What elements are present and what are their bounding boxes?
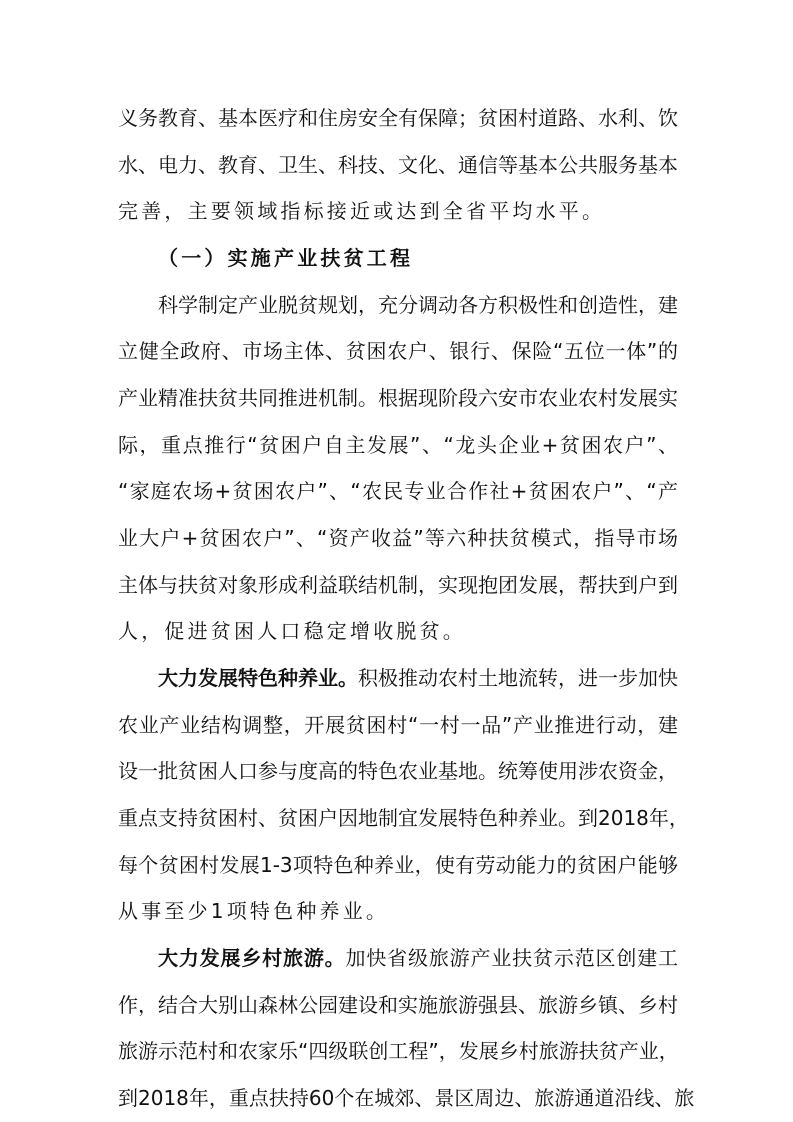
text-run: 作，结合大别山森林公园建设和实施旅游强县、旅游乡镇、乡村 bbox=[118, 993, 678, 1017]
body-text-line bbox=[118, 851, 678, 879]
text-run: 到2018年，重点扶持60个在城郊、景区周边、旅游通道沿线、旅 bbox=[118, 1086, 695, 1110]
lead-in-bold: 大力发展乡村旅游。 bbox=[158, 946, 346, 970]
text-run: 完善，主要领域指标接近或达到全省平均水平。 bbox=[118, 199, 606, 223]
text-run: 旅游示范村和农家乐“四级联创工程”，发展乡村旅游扶贫产业， bbox=[118, 1039, 679, 1063]
text-run: 设一批贫困人口参与度高的特色农业基地。统筹使用涉农资金， bbox=[118, 759, 678, 783]
section-heading bbox=[158, 244, 678, 272]
text-run: 水、电力、教育、卫生、科技、文化、通信等基本公共服务基本 bbox=[118, 153, 678, 177]
body-text-line bbox=[118, 804, 689, 832]
body-text-line bbox=[118, 151, 678, 179]
body-text-line bbox=[118, 384, 678, 412]
body-text-line bbox=[118, 617, 678, 645]
text-run: 积极推动农村土地流转，进一步加快 bbox=[358, 666, 678, 690]
text-run: 立健全政府、市场主体、贫困农户、银行、保险“五位一体”的 bbox=[118, 339, 678, 363]
body-text-line bbox=[118, 197, 678, 225]
body-text-line bbox=[118, 571, 678, 599]
text-run: 加快省级旅游产业扶贫示范区创建工 bbox=[345, 946, 678, 970]
text-run: 重点支持贫困村、贫困户因地制宜发展特色种养业。到2018年， bbox=[118, 806, 689, 830]
text-run: 人，促进贫困人口稳定增收脱贫。 bbox=[118, 619, 466, 643]
body-text-line bbox=[118, 1037, 678, 1065]
body-text-line bbox=[118, 757, 678, 785]
body-text-line bbox=[118, 897, 678, 925]
text-run: 农业产业结构调整，开展贫困村“一村一品”产业推进行动，建 bbox=[118, 713, 678, 737]
text-run: 主体与扶贫对象形成利益联结机制，实现抱团发展，帮扶到户到 bbox=[118, 573, 678, 597]
text-run: 产业精准扶贫共同推进机制。根据现阶段六安市农业农村发展实 bbox=[118, 386, 678, 410]
body-text-line bbox=[118, 104, 678, 132]
body-text-line bbox=[118, 337, 678, 365]
text-run: 每个贫困村发展1-3项特色种养业，使有劳动能力的贫困户能够 bbox=[118, 853, 678, 877]
heading-text: （一）实施产业扶贫工程 bbox=[158, 246, 414, 270]
paragraph-first-line bbox=[158, 664, 678, 692]
lead-in-bold: 大力发展特色种养业。 bbox=[158, 666, 358, 690]
body-text-line bbox=[118, 711, 678, 739]
text-run: “家庭农场+贫困农户”、“农民专业合作社+贫困农户”、“产 bbox=[118, 479, 678, 503]
body-text-line bbox=[118, 431, 678, 459]
body-text-line bbox=[118, 991, 678, 1019]
body-text-line bbox=[118, 477, 678, 505]
body-text-line bbox=[118, 1084, 695, 1112]
text-run: 际，重点推行“贫困户自主发展”、“龙头企业+贫困农户”、 bbox=[118, 433, 678, 457]
body-text-line bbox=[118, 524, 678, 552]
text-run: 从事至少1项特色种养业。 bbox=[118, 899, 390, 923]
text-run: 业大户+贫困农户”、“资产收益”等六种扶贫模式，指导市场 bbox=[118, 526, 678, 550]
paragraph-first-line bbox=[158, 291, 678, 319]
text-run: 义务教育、基本医疗和住房安全有保障；贫困村道路、水利、饮 bbox=[118, 106, 678, 130]
paragraph-first-line bbox=[158, 944, 678, 972]
text-run: 科学制定产业脱贫规划，充分调动各方积极性和创造性，建 bbox=[158, 293, 678, 317]
